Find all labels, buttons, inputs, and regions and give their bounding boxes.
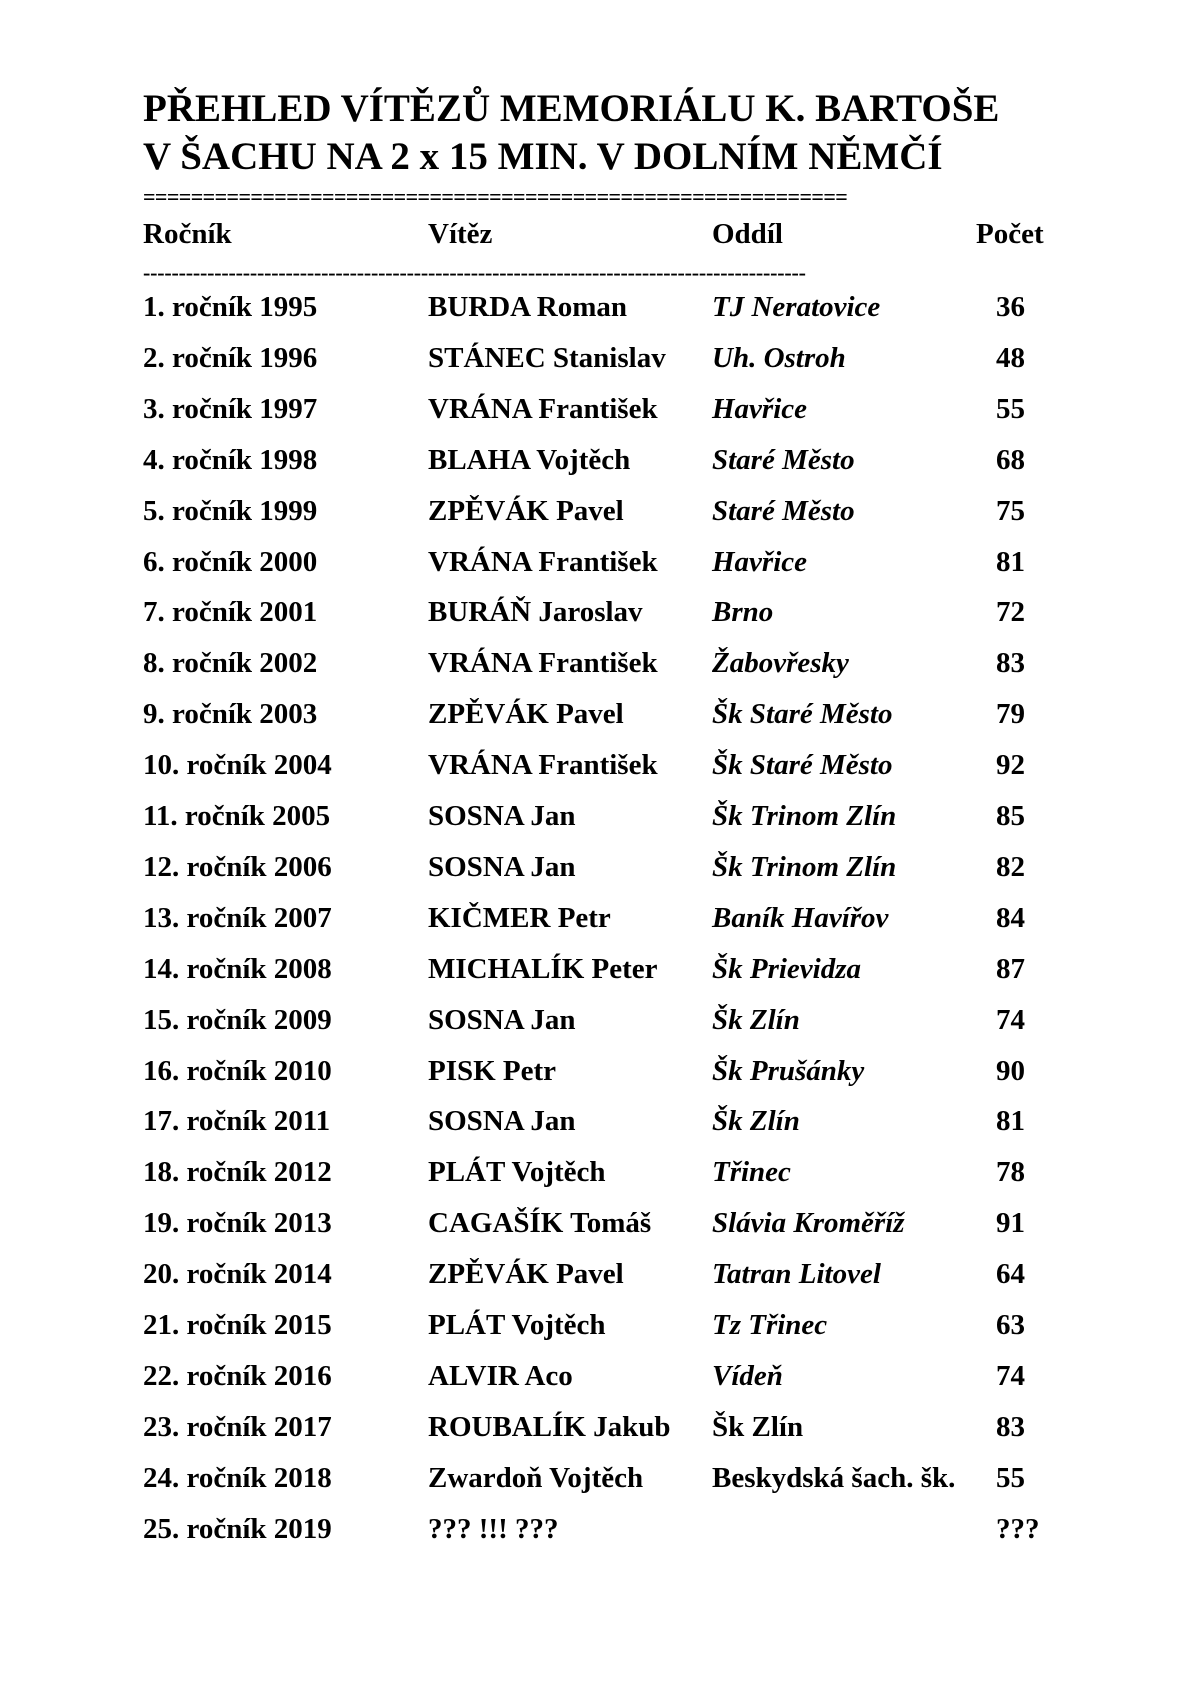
- table-row: [0, 796, 1191, 836]
- row-year: 9. ročník 2003: [143, 698, 318, 731]
- row-winner: BURÁŇ Jaroslav: [428, 596, 643, 629]
- row-count: 64: [996, 1258, 1025, 1291]
- row-club: Třinec: [712, 1156, 791, 1189]
- row-winner: VRÁNA František: [428, 545, 658, 578]
- row-count: ???: [996, 1512, 1040, 1545]
- table-row: [0, 1305, 1191, 1345]
- row-count: 36: [996, 291, 1025, 323]
- row-club: Havřice: [712, 545, 808, 578]
- row-count: 75: [996, 494, 1025, 527]
- row-year: 25. ročník 2019: [143, 1512, 332, 1545]
- row-winner: SOSNA Jan: [428, 850, 576, 883]
- table-row: [0, 1203, 1191, 1243]
- row-count: 85: [996, 800, 1025, 832]
- row-winner: PISK Petr: [428, 1054, 557, 1087]
- row-club: Šk Trinom Zlín: [712, 850, 897, 883]
- row-winner: SOSNA Jan: [428, 1003, 576, 1036]
- table-row: [0, 542, 1191, 582]
- row-club: Tatran Litovel: [712, 1258, 881, 1291]
- row-winner: VRÁNA František: [428, 647, 658, 680]
- row-count: 72: [996, 596, 1025, 629]
- row-winner: KIČMER Petr: [428, 901, 611, 934]
- row-year: 2. ročník 1996: [143, 341, 318, 374]
- row-year: 6. ročník 2000: [143, 545, 318, 578]
- header-year: Ročník: [143, 218, 232, 250]
- row-year: 15. ročník 2009: [143, 1003, 332, 1036]
- header-count: Počet: [976, 218, 1044, 250]
- table-row: [0, 491, 1191, 531]
- row-count: 82: [996, 850, 1025, 883]
- single-rule: ---------------------------------------------------------------------------------------------: [143, 260, 806, 285]
- row-year: 18. ročník 2012: [143, 1156, 332, 1189]
- table-row: [0, 643, 1191, 683]
- row-winner: VRÁNA František: [428, 749, 658, 782]
- row-year: 16. ročník 2010: [143, 1054, 332, 1087]
- row-year: 24. ročník 2018: [143, 1461, 332, 1494]
- row-winner: SOSNA Jan: [428, 1105, 576, 1138]
- title-line-2: V ŠACHU NA 2 x 15 MIN. V DOLNÍM NĚMČÍ: [143, 135, 943, 178]
- table-row: [0, 847, 1191, 887]
- table-row: [0, 287, 1191, 327]
- document-title: [143, 85, 999, 181]
- row-winner: ZPĚVÁK Pavel: [428, 494, 624, 527]
- table-row: [0, 1254, 1191, 1294]
- row-count: 87: [996, 952, 1025, 985]
- table-row: [0, 949, 1191, 989]
- row-club: TJ Neratovice: [712, 291, 881, 323]
- header-winner: Vítěz: [428, 218, 493, 250]
- row-count: 55: [996, 392, 1025, 425]
- row-year: 1. ročník 1995: [143, 291, 318, 323]
- row-year: 14. ročník 2008: [143, 952, 332, 985]
- table-row: [0, 1152, 1191, 1192]
- row-year: 17. ročník 2011: [143, 1105, 331, 1138]
- row-count: 74: [996, 1359, 1025, 1392]
- double-rule: ===========================================================: [143, 184, 848, 209]
- row-year: 10. ročník 2004: [143, 749, 332, 782]
- row-club: Slávia Kroměříž: [712, 1207, 905, 1240]
- row-year: 3. ročník 1997: [143, 392, 318, 425]
- table-row: [0, 1051, 1191, 1091]
- row-year: 8. ročník 2002: [143, 647, 318, 680]
- row-year: 4. ročník 1998: [143, 443, 318, 476]
- row-winner: MICHALÍK Peter: [428, 952, 658, 985]
- row-club: Šk Prušánky: [712, 1054, 865, 1087]
- row-count: 81: [996, 545, 1025, 578]
- row-club: Šk Staré Město: [712, 749, 893, 782]
- row-count: 78: [996, 1156, 1025, 1189]
- row-winner: ROUBALÍK Jakub: [428, 1410, 671, 1443]
- row-winner: BURDA Roman: [428, 291, 627, 323]
- table-header: [0, 214, 1191, 254]
- row-winner: ZPĚVÁK Pavel: [428, 1258, 624, 1291]
- table-row: [0, 1356, 1191, 1396]
- table-row: [0, 1000, 1191, 1040]
- row-year: 5. ročník 1999: [143, 494, 318, 527]
- row-club: Uh. Ostroh: [712, 341, 846, 374]
- row-club: Baník Havířov: [712, 901, 889, 934]
- header-club: Oddíl: [712, 218, 783, 250]
- row-club: Šk Trinom Zlín: [712, 800, 897, 832]
- table-row: [0, 389, 1191, 429]
- row-club: Šk Prievidza: [712, 952, 862, 985]
- table-row: [0, 592, 1191, 632]
- row-year: 20. ročník 2014: [143, 1258, 332, 1291]
- row-count: 83: [996, 647, 1025, 680]
- row-year: 21. ročník 2015: [143, 1309, 332, 1341]
- row-count: 63: [996, 1309, 1025, 1341]
- row-year: 22. ročník 2016: [143, 1359, 332, 1392]
- row-year: 11. ročník 2005: [143, 800, 331, 832]
- row-winner: Zwardoň Vojtěch: [428, 1461, 644, 1494]
- table-row: [0, 745, 1191, 785]
- row-club: Šk Zlín: [712, 1003, 800, 1036]
- row-count: 74: [996, 1003, 1025, 1036]
- row-winner: ALVIR Aco: [428, 1359, 573, 1392]
- table-row: [0, 338, 1191, 378]
- row-year: 19. ročník 2013: [143, 1207, 332, 1240]
- table-row: [0, 1101, 1191, 1141]
- row-winner: PLÁT Vojtěch: [428, 1156, 606, 1189]
- row-year: 12. ročník 2006: [143, 850, 332, 883]
- row-club: Staré Město: [712, 494, 855, 527]
- table-row: [0, 694, 1191, 734]
- table-row: [0, 898, 1191, 938]
- row-club: Šk Staré Město: [712, 698, 893, 731]
- row-club: Šk Zlín: [712, 1105, 800, 1138]
- row-winner: STÁNEC Stanislav: [428, 341, 666, 374]
- title-line-1: PŘEHLED VÍTĚZŮ MEMORIÁLU K. BARTOŠE: [143, 87, 1000, 130]
- row-club: Staré Město: [712, 443, 855, 476]
- row-year: 7. ročník 2001: [143, 596, 318, 629]
- row-winner: CAGAŠÍK Tomáš: [428, 1207, 652, 1240]
- row-winner: PLÁT Vojtěch: [428, 1309, 606, 1341]
- row-count: 90: [996, 1054, 1025, 1087]
- table-row: [0, 1509, 1191, 1549]
- table-row: [0, 440, 1191, 480]
- row-count: 92: [996, 749, 1025, 782]
- row-club: Havřice: [712, 392, 808, 425]
- row-count: 81: [996, 1105, 1025, 1138]
- row-club: Beskydská šach. šk.: [712, 1461, 956, 1494]
- row-winner: ??? !!! ???: [428, 1512, 559, 1545]
- row-club: Žabovřesky: [712, 647, 849, 680]
- row-count: 55: [996, 1461, 1025, 1494]
- row-winner: ZPĚVÁK Pavel: [428, 698, 624, 731]
- row-count: 91: [996, 1207, 1025, 1240]
- row-count: 48: [996, 341, 1025, 374]
- row-club: Šk Zlín: [712, 1410, 804, 1443]
- row-count: 79: [996, 698, 1025, 731]
- row-club: Tz Třinec: [712, 1309, 828, 1341]
- row-winner: SOSNA Jan: [428, 800, 576, 832]
- row-year: 23. ročník 2017: [143, 1410, 332, 1443]
- row-count: 83: [996, 1410, 1025, 1443]
- row-count: 84: [996, 901, 1025, 934]
- row-winner: VRÁNA František: [428, 392, 658, 425]
- row-year: 13. ročník 2007: [143, 901, 332, 934]
- row-club: Vídeň: [712, 1359, 783, 1392]
- row-count: 68: [996, 443, 1025, 476]
- row-winner: BLAHA Vojtěch: [428, 443, 631, 476]
- row-club: Brno: [712, 596, 774, 629]
- table-row: [0, 1458, 1191, 1498]
- table-row: [0, 1407, 1191, 1447]
